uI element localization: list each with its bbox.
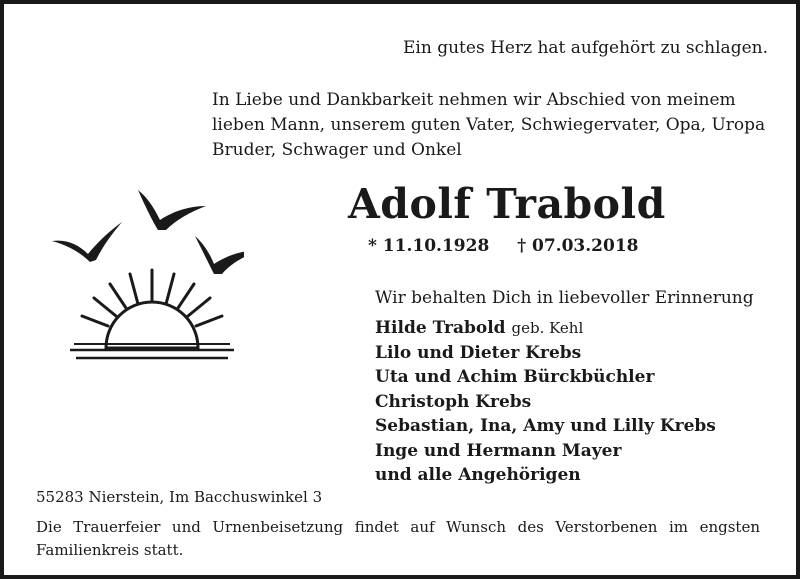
remembrance-line: Wir behalten Dich in liebevoller Erinnerung — [375, 288, 754, 308]
list-item: Inge und Hermann Mayer — [375, 440, 622, 461]
birds-over-sunset-icon — [44, 184, 244, 369]
intro-line: Bruder, Schwager und Onkel — [212, 140, 462, 160]
list-item: Lilo und Dieter Krebs — [375, 342, 582, 363]
life-dates — [368, 236, 660, 256]
mourners-list — [375, 316, 716, 488]
list-item: und alle Angehörigen — [375, 465, 581, 485]
intro-text — [212, 88, 782, 163]
mourner-note: geb. Kehl — [511, 319, 584, 337]
birth-date: * 11.10.1928 — [368, 236, 490, 256]
list-item: Christoph Krebs — [375, 391, 532, 412]
address-line: 55283 Nierstein, Im Bacchuswinkel 3 — [36, 488, 323, 506]
footer-line: Familienkreis statt. — [36, 541, 184, 559]
intro-line: lieben Mann, unserem guten Vater, Schwiegervater, Opa, Uropa — [212, 115, 766, 135]
death-date: † 07.03.2018 — [517, 236, 639, 256]
footer-line: Die Trauerfeier und Urnenbeisetzung findet auf Wunsch des Verstorbenen im engsten — [36, 518, 760, 536]
list-item: Sebastian, Ina, Amy und Lilly Krebs — [375, 416, 716, 436]
deceased-name: Adolf Trabold — [348, 180, 666, 228]
quote-line: Ein gutes Herz hat aufgehört zu schlagen. — [403, 38, 768, 58]
intro-line: In Liebe und Dankbarkeit nehmen wir Abschied von meinem — [212, 90, 736, 110]
footer-text — [36, 516, 760, 562]
list-item — [375, 316, 716, 341]
list-item: Uta und Achim Bürckbüchler — [375, 367, 655, 387]
mourner-name: Hilde Trabold — [375, 318, 506, 338]
